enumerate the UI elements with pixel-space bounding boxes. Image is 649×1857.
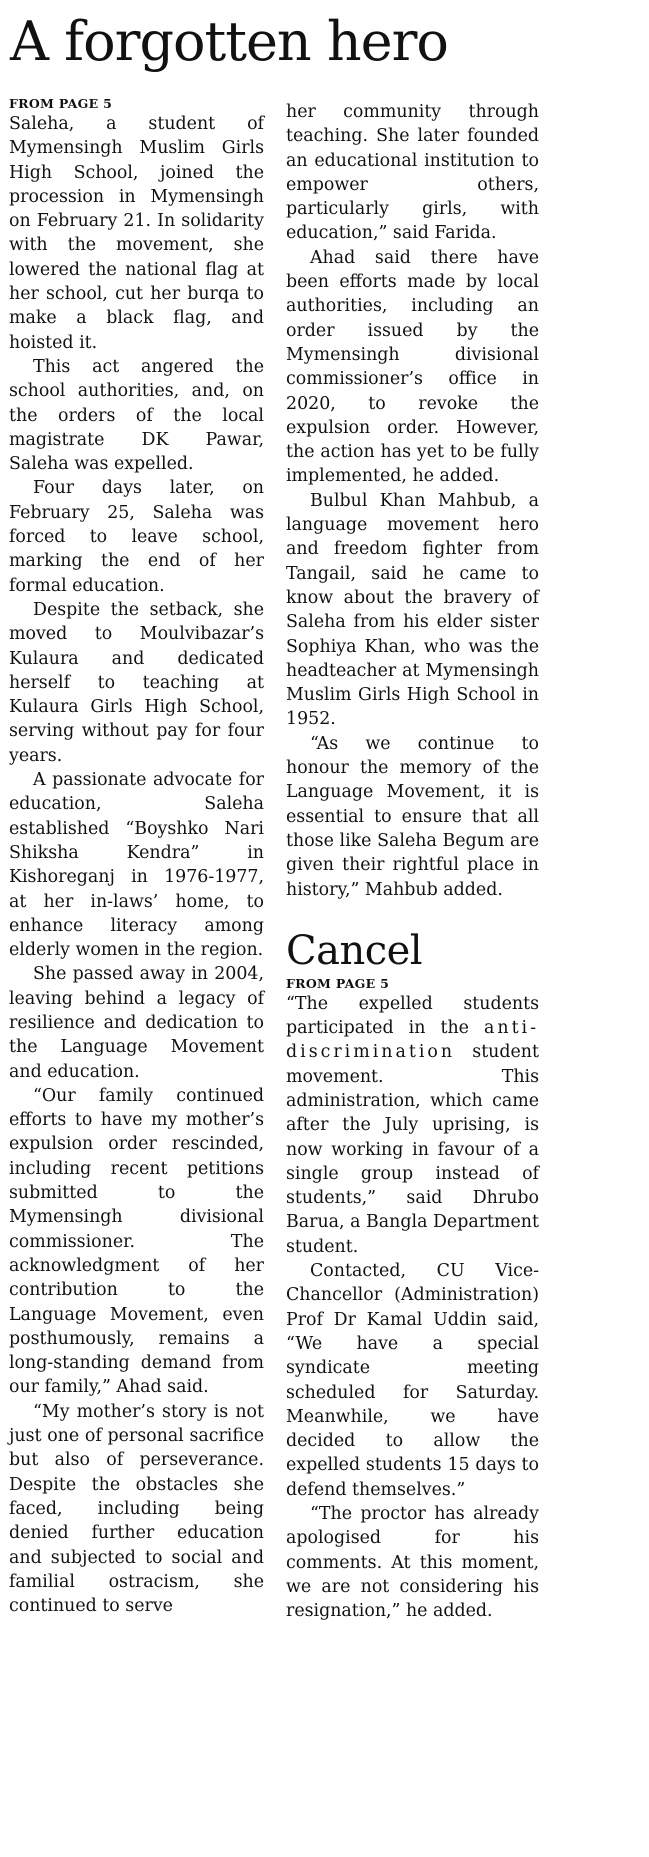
second-body-paragraph: Contacted, CU Vice-Chancellor (Administration) Prof Dr Kamal Uddin said, “We have a special syndicate meeting scheduled for Saturday. Meanwhile, we have decided to allow the expelled students 15 days to defend themselves.” [286, 1261, 539, 1500]
body-paragraph: her community through teaching. She later founded an educational institution to empower others, particularly girls, with education,” said Farida. [286, 102, 539, 244]
jump-line: FROM PAGE 5 [9, 96, 113, 111]
body-paragraph: A passionate advocate for education, Saleha established “Boyshko Nari Shiksha Kendra” in Kishoreganj in 1976-1977, at her in-laws’ home, to enhance literacy among elderly women in the region. [9, 770, 264, 961]
spaced-word: anti-discrimination [286, 1018, 539, 1063]
article-left-column [9, 96, 264, 1618]
second-body-paragraph [286, 992, 539, 1259]
body-paragraph: She passed away in 2004, leaving behind a legacy of resilience and dedication to the Language Movement and education. [9, 964, 264, 1082]
body-paragraph: Despite the setback, she moved to Moulvibazar’s Kulaura and dedicated herself to teaching at Kulaura Girls High School, serving without pay for four years. [9, 599, 264, 766]
body-paragraph: “As we continue to honour the memory of the Language Movement, it is essential to ensure that all those like Saleha Begum are given their rightful place in history,” Mahbub added. [286, 733, 539, 900]
paragraph-text: “The expelled students participated in the [286, 993, 539, 1039]
body-paragraph: Ahad said there have been efforts made by local authorities, including an order issued by the Mymensingh divisional commissioner’s office in 2020, to revoke the expulsion order. However, the action has yet to be fully implemented, he added. [286, 247, 539, 487]
paragraph-text: student movement. This administration, which came after the July uprising, is now working in favour of a single group instead of students,” said Dhrubo Barua, a Bangla Department student. [286, 1042, 539, 1257]
body-paragraph: “My mother’s story is not just one of personal sacrifice but also of perseverance. Despite the obstacles she faced, including being denied further education and subjected to social and familial ostracism, she continued to serve [9, 1401, 264, 1617]
body-paragraph: Saleha, a student of Mymensingh Muslim Girls High School, joined the procession in Mymensingh on February 21. In solidarity with the movement, she lowered the national flag at her school, cut her burqa to make a black flag, and hoisted it. [9, 114, 264, 353]
body-paragraph: “Our family continued efforts to have my mother’s expulsion order rescinded, including recent petitions submitted to the Mymensingh divisional commissioner. The acknowledgment of her contribution to the Language Movement, even posthumously, remains a long-standing demand from our family,” Ahad said. [9, 1085, 264, 1398]
article-right-column [286, 100, 539, 1624]
body-paragraph: Four days later, on February 25, Saleha was forced to leave school, marking the end of her formal education. [9, 478, 264, 596]
body-paragraph: This act angered the school authorities, and, on the orders of the local magistrate DK Pawar, Saleha was expelled. [9, 356, 264, 475]
second-jump-line: FROM PAGE 5 [286, 975, 390, 991]
second-body-paragraph: “The proctor has already apologised for his comments. At this moment, we are not considering his resignation,” he added. [286, 1504, 539, 1622]
second-article-headline: Cancel [286, 927, 423, 974]
body-paragraph: Bulbul Khan Mahbub, a language movement hero and freedom fighter from Tangail, said he came to know about the bravery of Saleha from his elder sister Sophiya Khan, who was the headteacher at Mymensingh Muslim Girls High School in 1952. [286, 490, 539, 730]
article-headline: A forgotten hero [10, 10, 448, 73]
